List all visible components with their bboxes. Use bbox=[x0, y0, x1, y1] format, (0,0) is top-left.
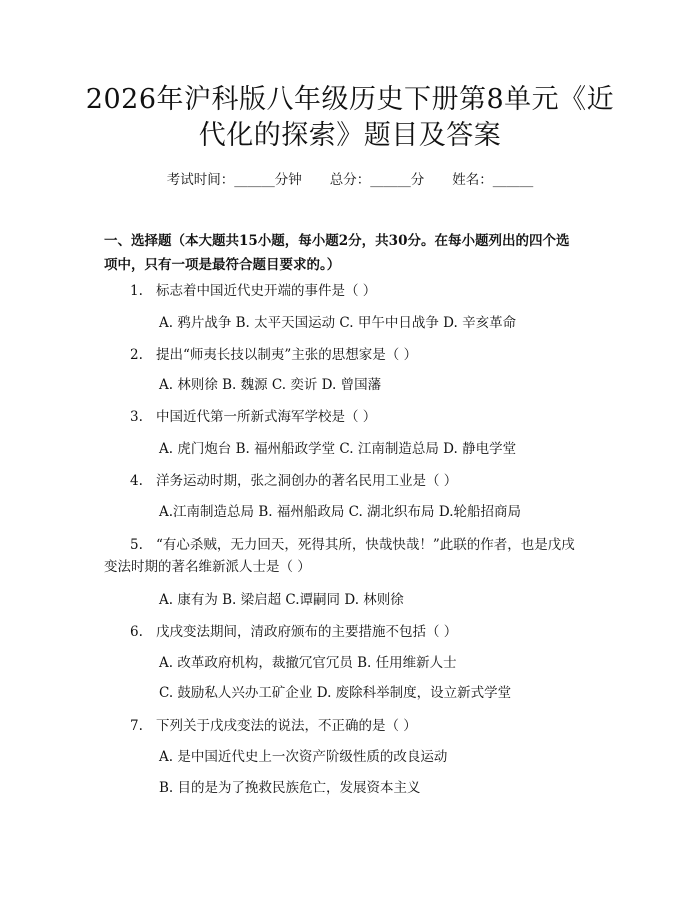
question-number: 3. bbox=[130, 409, 143, 425]
exam-time-field: 考试时间：______分钟 bbox=[166, 172, 302, 188]
question-text: 标志着中国近代史开端的事件是（ ） bbox=[156, 283, 377, 299]
question-6-options-line-1: A. 改革政府机构，裁撤冗官冗员 B. 任用维新人士 bbox=[159, 655, 457, 671]
question-number: 6. bbox=[130, 624, 143, 640]
section-heading bbox=[104, 229, 604, 277]
question-5-text-line-2: 变法时期的著名维新派人士是（ ） bbox=[104, 559, 311, 575]
document-title-line-2: 代化的探索》题目及答案 bbox=[198, 120, 502, 151]
question-7-option-b: B. 目的是为了挽救民族危亡，发展资本主义 bbox=[159, 780, 421, 796]
question-text: 下列关于戊戌变法的说法，不正确的是（ ） bbox=[156, 718, 417, 734]
question-3-options: A. 虎门炮台 B. 福州船政学堂 C. 江南制造总局 D. 静电学堂 bbox=[159, 441, 517, 457]
question-4 bbox=[130, 469, 457, 493]
question-7-option-a: A. 是中国近代史上一次资产阶级性质的改良运动 bbox=[159, 749, 448, 765]
question-1-options: A. 鸦片战争 B. 太平天国运动 C. 甲午中日战争 D. 辛亥革命 bbox=[159, 315, 517, 331]
exam-info bbox=[0, 168, 700, 188]
question-5 bbox=[130, 533, 575, 557]
question-number: 7. bbox=[130, 718, 143, 734]
question-number: 5. bbox=[130, 537, 143, 553]
question-1 bbox=[130, 279, 376, 303]
question-text: 洋务运动时期，张之洞创办的著名民用工业是（ ） bbox=[156, 473, 458, 489]
question-text: 中国近代第一所新式海军学校是（ ） bbox=[156, 409, 377, 425]
question-6-options-line-2: C. 鼓励私人兴办工矿企业 D. 废除科举制度，设立新式学堂 bbox=[159, 685, 512, 701]
section-heading-line-1: 一、选择题（本大题共15小题，每小题2分，共30分。在每小题列出的四个选 bbox=[104, 233, 570, 249]
question-6 bbox=[130, 620, 457, 644]
student-name-field: 姓名：______ bbox=[452, 172, 534, 188]
document-title-line-1: 2026年沪科版八年级历史下册第8单元《近 bbox=[85, 84, 615, 115]
question-4-options: A.江南制造总局 B. 福州船政局 C. 湖北织布局 D.轮船招商局 bbox=[159, 504, 521, 520]
question-text: 提出“师夷长技以制夷”主张的思想家是（ ） bbox=[156, 347, 418, 363]
exam-score-field: 总分：______分 bbox=[329, 172, 425, 188]
question-text-line-1: “有心杀贼，无力回天，死得其所，快哉快哉！”此联的作者，也是戊戌 bbox=[156, 537, 575, 553]
question-7 bbox=[130, 714, 417, 738]
question-number: 2. bbox=[130, 347, 143, 363]
question-2-options: A. 林则徐 B. 魏源 C. 奕䜣 D. 曾国藩 bbox=[159, 377, 382, 393]
question-2 bbox=[130, 343, 417, 367]
question-5-options: A. 康有为 B. 梁启超 C.谭嗣同 D. 林则徐 bbox=[159, 592, 404, 608]
question-number: 4. bbox=[130, 473, 143, 489]
section-heading-line-2: 项中，只有一项是最符合题目要求的。） bbox=[104, 257, 341, 273]
question-3 bbox=[130, 405, 376, 429]
question-number: 1. bbox=[130, 283, 143, 299]
question-text: 戊戌变法期间，清政府颁布的主要措施不包括（ ） bbox=[156, 624, 458, 640]
